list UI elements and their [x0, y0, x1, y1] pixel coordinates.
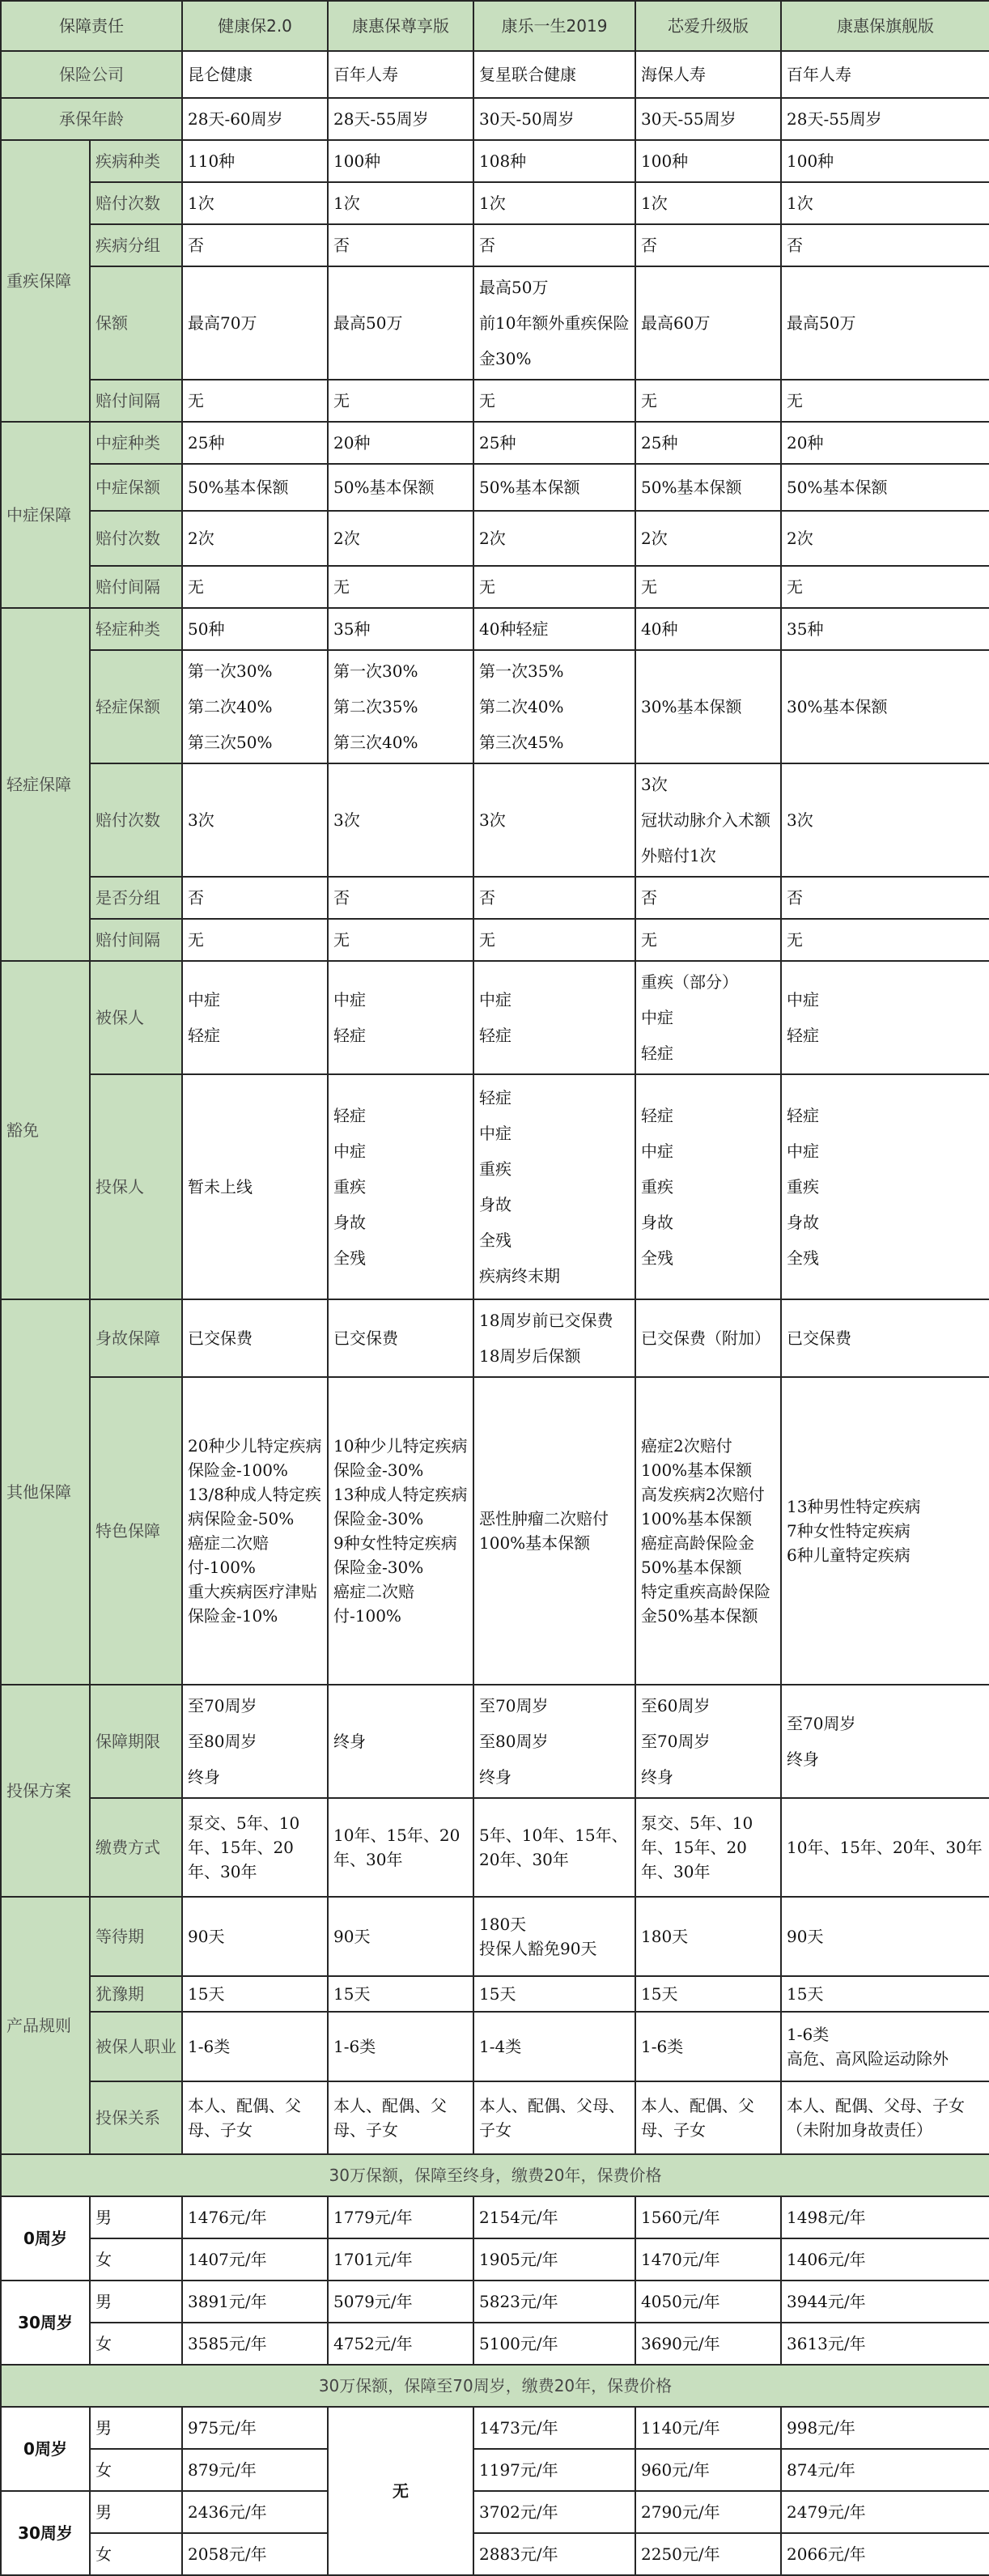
plan-payment-plan-3: 5年、10年、15年、20年、30年 [473, 1798, 635, 1897]
critical-value-plan-3: 1次 [473, 182, 635, 224]
mild-value-plan-2: 否 [328, 877, 473, 919]
other-death-label: 身故保障 [90, 1299, 182, 1377]
mild-value-plan-5: 无 [781, 919, 989, 961]
moderate-value-plan-2: 20种 [328, 422, 473, 464]
price_lifetime-sex: 女 [90, 2323, 182, 2365]
plan-term-plan-3: 至70周岁 至80周岁 终身 [473, 1685, 635, 1798]
mild-value-plan-2: 无 [328, 919, 473, 961]
other-death-plan-2: 已交保费 [328, 1299, 473, 1377]
plan-payment-plan-4: 泵交、5年、10年、15年、20年、30年 [635, 1798, 781, 1897]
price_lifetime-price-plan-1: 1407元/年 [182, 2238, 328, 2281]
price_70-sex: 男 [90, 2491, 182, 2533]
company-plan-4: 海保人寿 [635, 51, 781, 98]
rules-cooling-plan-4: 15天 [635, 1976, 781, 2012]
plan-name-5: 康惠保旗舰版 [781, 1, 989, 51]
mild-value-plan-1: 3次 [182, 763, 328, 877]
moderate-value-plan-3: 50%基本保额 [473, 464, 635, 511]
waiver-insured-plan-4: 重疾（部分） 中症 轻症 [635, 961, 781, 1074]
moderate-value-plan-4: 2次 [635, 511, 781, 566]
mild-value-plan-5: 否 [781, 877, 989, 919]
rules-occupation-plan-2: 1-6类 [328, 2012, 473, 2081]
critical-value-plan-2: 100种 [328, 140, 473, 182]
rules-relation-plan-1: 本人、配偶、父母、子女 [182, 2081, 328, 2154]
price_lifetime-price-plan-2: 4752元/年 [328, 2323, 473, 2365]
price_lifetime-price-plan-4: 3690元/年 [635, 2323, 781, 2365]
price_lifetime-price-plan-4: 1470元/年 [635, 2238, 781, 2281]
critical-row-label: 保额 [90, 266, 182, 380]
moderate-row-label: 中症种类 [90, 422, 182, 464]
waiver-policyholder-plan-2: 轻症 中症 重疾 身故 全残 [328, 1074, 473, 1299]
price_70-price-plan-1: 2436元/年 [182, 2491, 328, 2533]
critical-value-plan-5: 1次 [781, 182, 989, 224]
price_70-price-plan-3: 1473元/年 [473, 2407, 635, 2449]
price_lifetime-price-plan-2: 1701元/年 [328, 2238, 473, 2281]
price_lifetime-price-plan-5: 3944元/年 [781, 2281, 989, 2323]
critical-value-plan-4: 无 [635, 380, 781, 422]
price_lifetime-price-plan-1: 1476元/年 [182, 2196, 328, 2238]
price_70-price-plan-1: 975元/年 [182, 2407, 328, 2449]
critical-value-plan-3: 最高50万 前10年额外重疾保险金30% [473, 266, 635, 380]
mild-value-plan-3: 否 [473, 877, 635, 919]
plan-term-plan-1: 至70周岁 至80周岁 终身 [182, 1685, 328, 1798]
other-special-label: 特色保障 [90, 1377, 182, 1685]
price_lifetime-title: 30万保额，保障至终身，缴费20年，保费价格 [1, 2154, 989, 2196]
other-death-plan-4: 已交保费（附加） [635, 1299, 781, 1377]
price_lifetime-price-plan-5: 1406元/年 [781, 2238, 989, 2281]
critical-value-plan-5: 无 [781, 380, 989, 422]
critical-value-plan-3: 无 [473, 380, 635, 422]
mild-value-plan-3: 3次 [473, 763, 635, 877]
price_70-age-0: 0周岁 [1, 2407, 90, 2491]
age-range-plan-3: 30天-50周岁 [473, 98, 635, 140]
mild-value-plan-2: 35种 [328, 608, 473, 650]
rules-relation-plan-3: 本人、配偶、父母、子女 [473, 2081, 635, 2154]
price_70-price-plan-1: 2058元/年 [182, 2533, 328, 2575]
plan-name-3: 康乐一生2019 [473, 1, 635, 51]
critical-value-plan-3: 否 [473, 224, 635, 266]
plan-payment-plan-2: 10年、15年、20年、30年 [328, 1798, 473, 1897]
mild-value-plan-1: 无 [182, 919, 328, 961]
price_lifetime-price-plan-1: 3891元/年 [182, 2281, 328, 2323]
rules-occupation-plan-3: 1-4类 [473, 2012, 635, 2081]
plan-term-label: 保障期限 [90, 1685, 182, 1798]
price_lifetime-sex: 女 [90, 2238, 182, 2281]
critical-value-plan-1: 最高70万 [182, 266, 328, 380]
mild-value-plan-3: 40种轻症 [473, 608, 635, 650]
price_70-price-plan-3: 1197元/年 [473, 2449, 635, 2491]
mild-value-plan-5: 35种 [781, 608, 989, 650]
waiver-policyholder-plan-5: 轻症 中症 重疾 身故 全残 [781, 1074, 989, 1299]
rules-relation-plan-5: 本人、配偶、父母、子女（未附加身故责任） [781, 2081, 989, 2154]
plan-payment-plan-5: 10年、15年、20年、30年 [781, 1798, 989, 1897]
critical-value-plan-4: 100种 [635, 140, 781, 182]
rules-section-label: 产品规则 [1, 1897, 90, 2154]
price_lifetime-price-plan-4: 1560元/年 [635, 2196, 781, 2238]
company-plan-5: 百年人寿 [781, 51, 989, 98]
price_70-price-plan-3: 3702元/年 [473, 2491, 635, 2533]
critical-section-label: 重疾保障 [1, 140, 90, 422]
moderate-value-plan-2: 2次 [328, 511, 473, 566]
company-label: 保险公司 [1, 51, 182, 98]
critical-value-plan-2: 1次 [328, 182, 473, 224]
plan-name-1: 健康保2.0 [182, 1, 328, 51]
other-death-plan-5: 已交保费 [781, 1299, 989, 1377]
moderate-value-plan-2: 50%基本保额 [328, 464, 473, 511]
plan-term-plan-5: 至70周岁 终身 [781, 1685, 989, 1798]
moderate-value-plan-1: 50%基本保额 [182, 464, 328, 511]
waiver-insured-plan-5: 中症 轻症 [781, 961, 989, 1074]
other-section-label: 其他保障 [1, 1299, 90, 1685]
price_lifetime-price-plan-5: 1498元/年 [781, 2196, 989, 2238]
mild-row-label: 轻症种类 [90, 608, 182, 650]
plan-name-2: 康惠保尊享版 [328, 1, 473, 51]
price_lifetime-price-plan-3: 5100元/年 [473, 2323, 635, 2365]
waiver-section-label: 豁免 [1, 961, 90, 1299]
rules-cooling-plan-2: 15天 [328, 1976, 473, 2012]
rules-relation-plan-4: 本人、配偶、父母、子女 [635, 2081, 781, 2154]
plan-section-label: 投保方案 [1, 1685, 90, 1897]
price_lifetime-price-plan-3: 2154元/年 [473, 2196, 635, 2238]
mild-value-plan-1: 50种 [182, 608, 328, 650]
critical-value-plan-5: 100种 [781, 140, 989, 182]
price_lifetime-price-plan-2: 5079元/年 [328, 2281, 473, 2323]
plan-term-plan-2: 终身 [328, 1685, 473, 1798]
moderate-value-plan-5: 20种 [781, 422, 989, 464]
critical-value-plan-5: 否 [781, 224, 989, 266]
price_70-sex: 女 [90, 2533, 182, 2575]
critical-value-plan-1: 110种 [182, 140, 328, 182]
critical-value-plan-2: 无 [328, 380, 473, 422]
rules-cooling-plan-3: 15天 [473, 1976, 635, 2012]
mild-value-plan-4: 3次 冠状动脉介入术额外赔付1次 [635, 763, 781, 877]
price_70-price-plan-3: 2883元/年 [473, 2533, 635, 2575]
mild-value-plan-4: 40种 [635, 608, 781, 650]
rules-waiting-plan-2: 90天 [328, 1897, 473, 1976]
rules-occupation-plan-4: 1-6类 [635, 2012, 781, 2081]
company-plan-3: 复星联合健康 [473, 51, 635, 98]
other-special-plan-3: 恶性肿瘤二次赔付100%基本保额 [473, 1377, 635, 1685]
price_70-price-plan-5: 998元/年 [781, 2407, 989, 2449]
other-special-plan-1: 20种少儿特定疾病保险金-100% 13/8种成人特定疾病保险金-50% 癌症二次赔付-100% 重大疾病医疗津贴保险金-10% [182, 1377, 328, 1685]
critical-value-plan-4: 1次 [635, 182, 781, 224]
rules-cooling-plan-5: 15天 [781, 1976, 989, 2012]
other-death-plan-3: 18周岁前已交保费 18周岁后保额 [473, 1299, 635, 1377]
moderate-value-plan-5: 50%基本保额 [781, 464, 989, 511]
moderate-value-plan-2: 无 [328, 566, 473, 608]
price_70-price-plan-4: 1140元/年 [635, 2407, 781, 2449]
price_70-sex: 女 [90, 2449, 182, 2491]
price_lifetime-sex: 男 [90, 2196, 182, 2238]
waiver-insured-plan-1: 中症 轻症 [182, 961, 328, 1074]
plan-payment-label: 缴费方式 [90, 1798, 182, 1897]
other-death-plan-1: 已交保费 [182, 1299, 328, 1377]
rules-cooling-plan-1: 15天 [182, 1976, 328, 2012]
moderate-value-plan-1: 25种 [182, 422, 328, 464]
mild-section-label: 轻症保障 [1, 608, 90, 961]
waiver-policyholder-plan-1: 暂未上线 [182, 1074, 328, 1299]
waiver-insured-plan-3: 中症 轻症 [473, 961, 635, 1074]
moderate-row-label: 赔付间隔 [90, 566, 182, 608]
company-plan-2: 百年人寿 [328, 51, 473, 98]
mild-value-plan-4: 无 [635, 919, 781, 961]
waiver-insured-plan-2: 中症 轻症 [328, 961, 473, 1074]
moderate-value-plan-5: 2次 [781, 511, 989, 566]
other-special-plan-4: 癌症2次赔付100%基本保额 高发疾病2次赔付100%基本保额 癌症高龄保险金50%基本保额 特定重疾高龄保险金50%基本保额 [635, 1377, 781, 1685]
price_lifetime-price-plan-3: 5823元/年 [473, 2281, 635, 2323]
critical-value-plan-1: 否 [182, 224, 328, 266]
mild-row-label: 轻症保额 [90, 650, 182, 763]
age-range-label: 承保年龄 [1, 98, 182, 140]
moderate-value-plan-5: 无 [781, 566, 989, 608]
critical-value-plan-1: 无 [182, 380, 328, 422]
price_lifetime-sex: 男 [90, 2281, 182, 2323]
price_lifetime-price-plan-5: 3613元/年 [781, 2323, 989, 2365]
critical-row-label: 赔付次数 [90, 182, 182, 224]
plan-term-plan-4: 至60周岁 至70周岁 终身 [635, 1685, 781, 1798]
moderate-value-plan-3: 无 [473, 566, 635, 608]
rules-occupation-plan-1: 1-6类 [182, 2012, 328, 2081]
rules-cooling-label: 犹豫期 [90, 1976, 182, 2012]
rules-occupation-plan-5: 1-6类 高危、高风险运动除外 [781, 2012, 989, 2081]
waiver-policyholder-plan-3: 轻症 中症 重疾 身故 全残 疾病终末期 [473, 1074, 635, 1299]
mild-value-plan-1: 第一次30% 第二次40% 第三次50% [182, 650, 328, 763]
critical-value-plan-5: 最高50万 [781, 266, 989, 380]
age-range-plan-2: 28天-55周岁 [328, 98, 473, 140]
critical-value-plan-4: 否 [635, 224, 781, 266]
price_70-price-plan-5: 2066元/年 [781, 2533, 989, 2575]
plan-name-4: 芯爱升级版 [635, 1, 781, 51]
rules-waiting-plan-5: 90天 [781, 1897, 989, 1976]
moderate-value-plan-4: 25种 [635, 422, 781, 464]
price_70-age-1: 30周岁 [1, 2491, 90, 2575]
price_70-price-plan-5: 874元/年 [781, 2449, 989, 2491]
age-range-plan-4: 30天-55周岁 [635, 98, 781, 140]
mild-value-plan-4: 30%基本保额 [635, 650, 781, 763]
plan-payment-plan-1: 泵交、5年、10年、15年、20年、30年 [182, 1798, 328, 1897]
price_lifetime-price-plan-2: 1779元/年 [328, 2196, 473, 2238]
waiver-policyholder-label: 投保人 [90, 1074, 182, 1299]
mild-value-plan-1: 否 [182, 877, 328, 919]
critical-row-label: 疾病分组 [90, 224, 182, 266]
mild-value-plan-5: 3次 [781, 763, 989, 877]
price_lifetime-age-0: 0周岁 [1, 2196, 90, 2281]
moderate-value-plan-4: 50%基本保额 [635, 464, 781, 511]
moderate-value-plan-1: 无 [182, 566, 328, 608]
mild-value-plan-5: 30%基本保额 [781, 650, 989, 763]
price_70-price-plan-4: 2790元/年 [635, 2491, 781, 2533]
mild-value-plan-2: 3次 [328, 763, 473, 877]
critical-value-plan-2: 否 [328, 224, 473, 266]
other-special-plan-2: 10种少儿特定疾病保险金-30% 13种成人特定疾病保险金-30% 9种女性特定疾病保险金-30% 癌症二次赔付-100% [328, 1377, 473, 1685]
price_lifetime-price-plan-1: 3585元/年 [182, 2323, 328, 2365]
price_70-title: 30万保额，保障至70周岁，缴费20年，保费价格 [1, 2365, 989, 2407]
rules-waiting-plan-1: 90天 [182, 1897, 328, 1976]
price_lifetime-age-1: 30周岁 [1, 2281, 90, 2365]
moderate-row-label: 赔付次数 [90, 511, 182, 566]
waiver-insured-label: 被保人 [90, 961, 182, 1074]
age-range-plan-1: 28天-60周岁 [182, 98, 328, 140]
moderate-row-label: 中症保额 [90, 464, 182, 511]
other-special-plan-5: 13种男性特定疾病 7种女性特定疾病 6种儿童特定疾病 [781, 1377, 989, 1685]
price_lifetime-price-plan-4: 4050元/年 [635, 2281, 781, 2323]
mild-value-plan-3: 第一次35% 第二次40% 第三次45% [473, 650, 635, 763]
mild-row-label: 赔付次数 [90, 763, 182, 877]
price_70-none-plan-2: 无 [328, 2407, 473, 2575]
price_70-price-plan-4: 2250元/年 [635, 2533, 781, 2575]
mild-value-plan-3: 无 [473, 919, 635, 961]
price_lifetime-price-plan-3: 1905元/年 [473, 2238, 635, 2281]
waiver-policyholder-plan-4: 轻症 中症 重疾 身故 全残 [635, 1074, 781, 1299]
moderate-section-label: 中症保障 [1, 422, 90, 608]
mild-value-plan-2: 第一次30% 第二次35% 第三次40% [328, 650, 473, 763]
mild-row-label: 是否分组 [90, 877, 182, 919]
duty-header: 保障责任 [1, 1, 182, 51]
price_70-sex: 男 [90, 2407, 182, 2449]
critical-value-plan-3: 108种 [473, 140, 635, 182]
moderate-value-plan-3: 2次 [473, 511, 635, 566]
critical-value-plan-2: 最高50万 [328, 266, 473, 380]
rules-relation-label: 投保关系 [90, 2081, 182, 2154]
rules-waiting-plan-3: 180天 投保人豁免90天 [473, 1897, 635, 1976]
rules-relation-plan-2: 本人、配偶、父母、子女 [328, 2081, 473, 2154]
critical-value-plan-4: 最高60万 [635, 266, 781, 380]
critical-row-label: 赔付间隔 [90, 380, 182, 422]
mild-row-label: 赔付间隔 [90, 919, 182, 961]
moderate-value-plan-3: 25种 [473, 422, 635, 464]
rules-waiting-plan-4: 180天 [635, 1897, 781, 1976]
moderate-value-plan-4: 无 [635, 566, 781, 608]
company-plan-1: 昆仑健康 [182, 51, 328, 98]
price_70-price-plan-5: 2479元/年 [781, 2491, 989, 2533]
age-range-plan-5: 28天-55周岁 [781, 98, 989, 140]
moderate-value-plan-1: 2次 [182, 511, 328, 566]
mild-value-plan-4: 否 [635, 877, 781, 919]
critical-value-plan-1: 1次 [182, 182, 328, 224]
price_70-price-plan-1: 879元/年 [182, 2449, 328, 2491]
price_70-price-plan-4: 960元/年 [635, 2449, 781, 2491]
critical-row-label: 疾病种类 [90, 140, 182, 182]
rules-waiting-label: 等待期 [90, 1897, 182, 1976]
rules-occupation-label: 被保人职业 [90, 2012, 182, 2081]
